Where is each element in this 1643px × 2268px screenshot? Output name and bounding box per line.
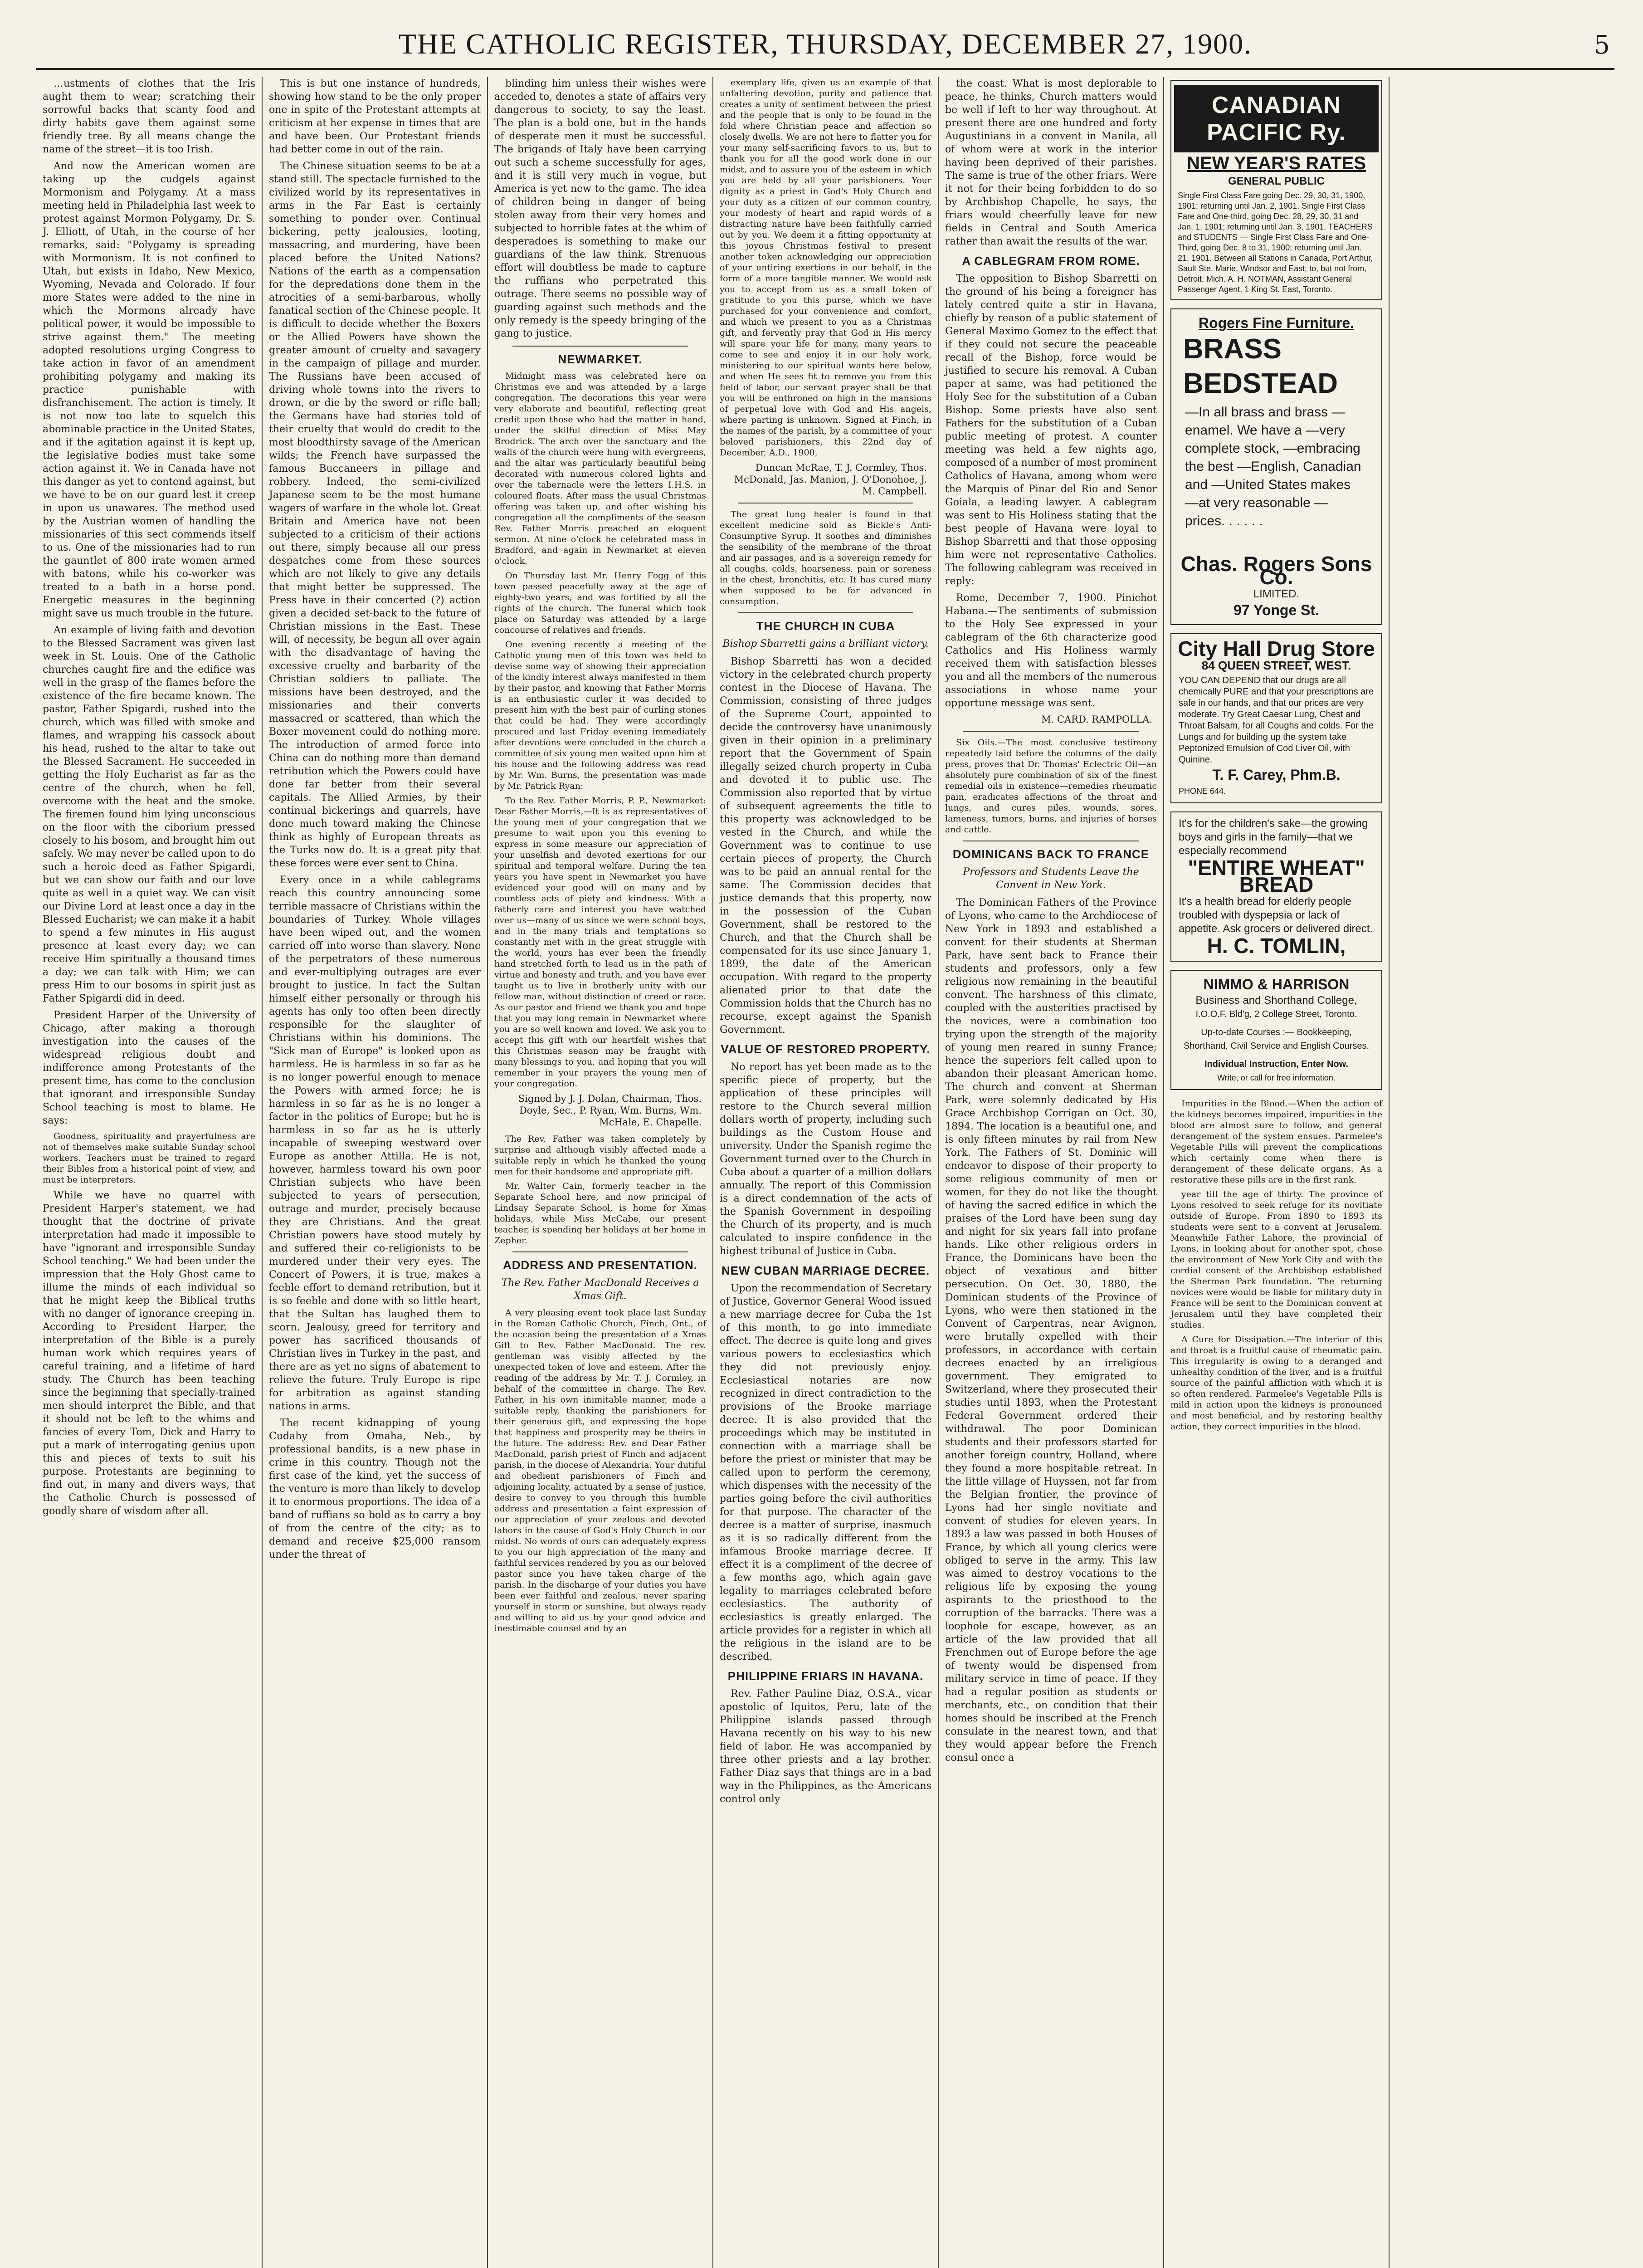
headline-marriage-decree: NEW CUBAN MARRIAGE DECREE. xyxy=(721,1264,930,1277)
drug-proprietor: T. F. Carey, Phm.B. xyxy=(1212,767,1341,783)
ad-nimmo-harrison xyxy=(1170,970,1382,1090)
nimmo-heading: NIMMO & HARRISON xyxy=(1203,976,1350,992)
nimmo-instruction: Individual Instruction, Enter Now. xyxy=(1204,1059,1349,1069)
drug-phone: PHONE 644. xyxy=(1179,787,1226,796)
divider xyxy=(512,346,688,347)
article-president-harper: President Harper of the University of Chicago, after making a thorough investigation into the causes of the widespread religious doubt and indifference among Protestants of the present time, has come to the conclusion that ignorant and irresponsible Sunday School teaching is most to blame. He says: xyxy=(43,1010,255,1126)
bread-body: It's a health bread for elderly people troubled with dyspepsia or lack of appetite. Ask grocers or delivered direct. xyxy=(1179,895,1373,935)
nimmo-address: I.O.O.F. Bld'g, 2 College Street, Toronto. xyxy=(1195,1009,1357,1019)
ad-entire-wheat xyxy=(1170,811,1382,962)
rogers-limited: LIMITED. xyxy=(1253,588,1300,600)
cablegram-signature: M. CARD. RAMPOLLA. xyxy=(1041,714,1152,725)
headline-philippine-friars: PHILIPPINE FRIARS IN HAVANA. xyxy=(727,1669,924,1683)
bread-heading-1: "ENTIRE WHEAT" xyxy=(1188,856,1365,880)
subhead-macdonald: The Rev. Father MacDonald Receives a Xmas Gift. xyxy=(501,1277,699,1302)
column-1 xyxy=(36,77,262,2268)
article-philippine-friars: Rev. Father Pauline Diaz, O.S.A., vicar apostolic of Iquitos, Peru, late of the Philippine islands passed through Havana recently on his way to his new field of labor. He was accompanied by three other priests and a lay brother. Father Diaz says that things are in a bad way in the Philippines, as the Americans control only xyxy=(720,1688,931,1805)
column-5 xyxy=(938,77,1163,2268)
article-turkey-massacres: Every once in a while cablegrams reach this country announcing some terrible massacre of Christians within the boundaries of Turkey. Whole villages have been wiped out, and the women carried off into worse than slavery. None of the perpetrators of these numerous and ever-multiplying outrages are ever brought to justice. In fact the Sultan himself either personally or through his agents has only too often been directly responsible for the slaughter of Christians within his dominions. The "Sick man of Europe" is looked upon as harmless. He is harmless in so far as he is no longer powerful enough to menace the Powers with armed force; he is harmless in so far as he is no longer a factor in the politics of Europe; but he is harmless in so far as he is utterly incapable of sweeping westward over Europe as another Attilla. He is not, however, harmless toward his own poor Christian subjects who have been subjected to years of persecution, outrage and murder, precisely because they are Christians. And the great Christian powers have stood mutely by and suffered their co-religionists to be murdered under their very eyes. The Concert of Powers, it is true, makes a feeble effort to demand retribution, but it is so feeble and done with so little heart, that the Sultan has laughed them to scorn. Jealousy, greed for territory and power has sacrificed thousands of Christian lives in Turkey in the past, and there are as yet no signs of abatement to relieve the future. Truly Europe is ripe for arbitration as against standing nations in arms. xyxy=(269,875,481,1412)
newmarket-address: To the Rev. Father Morris, P. P., Newmarket: Dear Father Morris,—It is as representatives of the young men of your congregation that we presume to wait upon you this evening to express in some measure our appreciation of your unselfish and devoted exertions for our spiritual and temporal welfare. During the ten years you have spent in Newmarket you have evidenced your good will on many and by countless acts of piety and kindness. With a fatherly care and interest you have watched over us—many of us since we were school boys, and in the many trials and temptations so constantly met with in the great struggle with the world, yours has ever been the friendly hand stretched forth to lead us in the path of virtue and honesty and truth, and you have ever taught us to live in brotherly unity with our fellow man, without distinction of creed or race. As our pastor and friend we thank you and hope that you may long remain in Newmarket where you are so well known and loved. We ask you to accept this gift with our heartfelt wishes that this Christmas season may be fraught with many blessings to you, and hoping that you will remember in your prayers the young men of your congregation. xyxy=(494,796,706,1089)
brass-heading: BRASS xyxy=(1183,333,1282,365)
article-cablegram: The opposition to Bishop Sbarretti on the ground of his being a foreigner has lately centred quite a stir in Havana, chiefly by reason of a public statement of General Maximo Gomez to the effect that if they could not secure the peaceable recall of the Bishop, force would be justified to secure his removal. A Cuban paper at same, was had petitioned the Holy See for the substitution of a Cuban Bishop. Some priests have also sent Fathers for the substitution of a Cuban public meeting of protest. A counter meeting was held a few nights ago, composed of a number of most prominent Catholics of Havana, among whom were the Marquis of Pinar del Rio and Senor Goiala, a leading lawyer. A cablegram was sent to His Holiness stating that the best people of Havana were loyal to Bishop Sbarretti and that those opposing him were not representative Catholics. The following cablegram was received in reply: xyxy=(945,273,1157,587)
article-clothes: …ustments of clothes that the Iris aught them to wear; scratching their sorrowful backs that scanty food and dirty habits gave them against some friendly tree. By all means change the name of the street—it is too Irish. xyxy=(43,78,255,155)
column-3 xyxy=(487,77,712,2268)
newmarket-signatures: Signed by J. J. Dolan, Chairman, Thos. Doyle, Sec., P. Ryan, Wm. Burns, Wm. McHale, E. Chapelle. xyxy=(518,1093,702,1128)
article-restored-property: No report has yet been made as to the specific piece of property, but the application of these principles will restore to the Church several million dollars worth of property, including such buildings as the Custom House and university. Under the Spanish regime the Government turned over to the Church in Cuba about a quarter of a million dollars annually. The report of this Commission is a direct condemnation of the acts of the Spanish Government in despoiling the Church of its property, and is much calculated to inspire confidence in the highest tribunal of Justice in Cuba. xyxy=(720,1061,931,1257)
drug-address: 84 QUEEN STREET, WEST. xyxy=(1201,659,1351,672)
rogers-address: 97 Yonge St. xyxy=(1233,602,1320,618)
article-blessed-sacrament: An example of living faith and devotion to the Blessed Sacrament was given last week in St. Louis. One of the Catholic churches caught fire and the edifice was well in the grasp of the flames before the existence of the fire became known. The pastor, Father Spigardi, rushed into the church, which was filled with smoke and flames, and wrapping his cassock about his head, rushed to the altar to take out the Blessed Sacrament. He succeeded in getting the Holy Eucharist as far as the centre of the church, when he fell, overcome with the heat and the smoke. The firemen found him lying unconscious on the floor with the ciborium pressed closely to his bosom, and brought him out safely. We may never be called upon to do such a heroic deed as Father Spigardi, but we can show our faith and our love quite as well in a quiet way. We can visit our Divine Lord at least once a day in the Blessed Eucharist; we can make it a habit to spend a few minutes in His august presence at least every day; we can receive Him spiritually a thousand times a day; we can talk with Him; we can press Him to our bosoms in spirit just as Father Spigardi did in deed. xyxy=(43,625,255,1004)
headline-restored-property: VALUE OF RESTORED PROPERTY. xyxy=(721,1042,931,1056)
bread-intro: It's for the children's sake—the growing boys and girls in the family—that we especially recommend xyxy=(1179,817,1368,857)
brass-list: —In all brass and brass —enamel. We have a —very complete stock, —embracing the best —English, Canadian and —United States makes —at very reasonable —prices. . . . . . xyxy=(1185,405,1361,528)
cablegram-text: Rome, December 7, 1900. Pinichot Habana.—The sentiments of submission to the Holy See expressed in your cablegram of the 6th characterize good Catholics and His Holiness warmly received them with satisfaction blesses you and all the members of the numerous associations in whose name your opportune message was sent. xyxy=(945,592,1157,709)
ad-city-hall-drug xyxy=(1170,633,1382,803)
cpr-general-public: GENERAL PUBLIC xyxy=(1228,175,1325,187)
headline-cablegram: A CABLEGRAM FROM ROME. xyxy=(962,254,1140,268)
rogers-name: Chas. Rogers Sons Co. xyxy=(1180,552,1372,589)
masthead-title: THE CATHOLIC REGISTER, THURSDAY, DECEMBER 27, 1900. xyxy=(398,28,1253,60)
cpr-rates-heading: NEW YEAR'S RATES xyxy=(1187,153,1366,173)
headline-church-in-cuba: THE CHURCH IN CUBA xyxy=(756,619,895,633)
article-protestant-friends: This is but one instance of hundreds, showing how stand to be the only proper one in spite of the Protestant attempts at criticism at her expense in times that are and have been. Our Protestant friends had better come in out of the rain. xyxy=(269,78,481,155)
newmarket-fogg: On Thursday last Mr. Henry Fogg of this town passed peacefully away at the age of eighty-two years, and was fortified by all the rights of the church. The funeral which took place on Saturday was attended by a large concourse of relatives and friends. xyxy=(494,571,706,635)
article-mormonism: And now the American women are taking up the cudgels against Mormonism and Polygamy. At a mass meeting held in Philadelphia last week to protest against Mormon Polygamy, Dr. S. J. Elliott, of Utah, in the course of her remarks, said: "Polygamy is spreading with Mormonism. It is not confined to Utah, but exists in Idaho, New Mexico, Wyoming, Nevada and Colorado. If four more States were added to the nine in which the Mormons already have political power, it would be impossible to strive against them." The meeting adopted resolutions urging Congress to take action in favor of an amendment prohibiting polygamy and making its practice punishable with disfranchisement. The action is timely. It is not now too late to squelch this abominable practice in the United States, and if the agitation against it is kept up, the legislative bodies must take some action against it. We in Canada have not this danger as yet to contend against, but we have to be on our guard lest it creep in upon us unawares. The method used by the Austrian women of handling the missionaries of this sect commends itself to us. One of the missionaries had to run the gauntlet of 800 irate women armed with batons, while his co-worker was treated to a bath in a horse pond. Energetic measures in the beginning might save us much trouble in the future. xyxy=(43,161,255,619)
headline-address-presentation: ADDRESS AND PRESENTATION. xyxy=(503,1258,697,1272)
bedstead-heading: BEDSTEAD xyxy=(1183,368,1338,399)
column-6 xyxy=(1163,77,1389,2268)
column-4 xyxy=(712,77,938,2268)
newmarket-cain: Mr. Walter Cain, formerly teacher in the Separate School here, and now principal of Lindsay Separate School, is home for Xmas holidays, while Miss McCabe, our present teacher, is spending her holidays at her home in Zepher. xyxy=(494,1181,706,1246)
article-friars-cont: the coast. What is most deplorable to peace, he thinks, Church matters would be well if left to her way throughout. At present there are one hundred and forty Augustinians in a convent in Manila, all of whom were at work in the interior having been deprived of their parishes. The same is true of the other friars. Were it not for their being forbidden to do so by Archbishop Chapelle, he says, the friars would cheerfully leave for new fields in Central and South America rather than await the results of the war. xyxy=(945,78,1157,247)
divider xyxy=(963,731,1139,732)
finch-address: A very pleasing event took place last Sunday in the Roman Catholic Church, Finch, Ont., of the occasion being the presentation of a Xmas Gift to Rev. Father MacDonald. The rev. gentleman was visibly affected by the unexpected token of love and esteem. After the reading of the address by Mr. T. J. Cormley, in behalf of the committee in charge. The Rev. Father, in his own inimitable manner, made a suitable reply, thanking the parishioners for their generous gift, and expressing the hope that happiness and prosperity may be theirs in the future. The address: Rev. and Dear Father MacDonald, parish priest of Finch and adjacent parish, in the diocese of Alexandria. Your dutiful and obedient parishioners of Finch and adjoining locality, actuated by a sense of justice, desire to convey to you through this humble address and presentation a faint expression of our appreciation of your zealous and devoted labors in the cause of God's Holy Church in our midst. No words of ours can adequately express to you our high appreciation of the many and faithful services rendered by you as our beloved pastor since you have taken charge of the parish. In the discharge of your duties you have been ever faithful and zealous, never sparing yourself in storm or sunshine, but always ready and willing to aid us by your good advice and inestimable counsel and by an xyxy=(494,1308,706,1633)
article-dominicans-cont: year till the age of thirty. The province of Lyons resolved to seek refuge for its novitiate outside of Europe. From 1890 to 1893 its students were sent to a convent at Jerusalem. Meanwhile Father Lahore, the provincial of Lyons, in looking about for another spot, chose the environment of New York City and with the cordial consent of the Archbishop established the Sherman Park foundation. The returning novices were would be liable for military duty in France will be sent to the Dominican convent at Jerusalem until they have completed their studies. xyxy=(1170,1189,1382,1330)
cpr-banner: CANADIAN PACIFIC Ry. xyxy=(1174,85,1379,152)
article-chinese-situation: The Chinese situation seems to be at a stand still. The spectacle furnished to the civilized world by its representatives in arms in the Far East is certainly something to ponder over. Continual bickering, petty jealousies, looting, massacring, and murdering, have been placed before the United Nations? Nations of the earth as a compensation for the depredations done them in the atrocities of a semi-barbarous, wholly fanatical section of the Chinese people. It is difficult to decide whether the Boxers or the Allied Powers have shown the greater amount of cruelty and savagery in the campaign of pillage and murder. The Russians have been accused of driving whole towns into the rivers to drown, or die by the sword or rifle ball; the Germans have had stories told of their cruelty that would do credit to the most bloodthirsty savage of the American wilds; the French have surpassed the famous Buccaneers in pillage and robbery. Indeed, the semi-civilized Japanese seem to be the most humane wagers of warfare in the whole lot. Great Britain and America have not been subjected to a criticism of their actions out there, simply because all our press despatches come from these sources which are not likely to give any details that might better be suppressed. The Press have in their concerted (?) action given a decided set-back to the future of Christian missions in the East. These will, of necessity, be begun all over again with the disadvantage of having the excessive cruelty and barbarity of the Christian soldiers to palliate. The missions have been destroyed, and the missionaries and their converts massacred or scattered, than which the Boxer movement could do nothing more. The introduction of armed force into China can do nothing more than demand retribution which the Powers could have done far better from their several capitals. The Allied Armies, by their continual bickerings and quarrels, have done much toward making the Chinese think as highly of European threats as the Turks now do. It is a great pity that these forces were ever sent to China. xyxy=(269,161,481,869)
divider xyxy=(738,612,913,613)
tomlin-name: H. C. TOMLIN, xyxy=(1207,934,1346,958)
subhead-dominicans: Professors and Students Leave the Convent in New York. xyxy=(963,866,1139,891)
masthead xyxy=(36,27,1614,70)
column-7 xyxy=(1389,77,1614,2268)
columns xyxy=(36,77,1614,2268)
article-harper-response: While we have no quarrel with President Harper's statement, we had thought that the doctrine of private interpretation had made it impossible to have "ignorant and irresponsible Sunday School teaching." We had been under the impression that the Holy Ghost came to illume the minds of each individual so that he might keep the Biblical truths with no danger of ignorance creeping in. According to President Harper, the interpretation of the Bible is a purely human work which requires years of careful training, and a lifetime of hard study. The Church has been teaching since the beginning that specially-trained men should interpret the Bible, and that it should not be left to the whims and fancies of every Tom, Dick and Harry to put a mark of interrogating genius upon this and pieces of texts to suit his purpose. Protestants are beginning to find out, in many and divers ways, that the Catholic Church is possessed of goodly share of wisdom after all. xyxy=(43,1190,255,1517)
newmarket-mass: Midnight mass was celebrated here on Christmas eve and was attended by a large congregation. The decorations this year were very elaborate and beautiful, reflecting great credit upon those who had the matter in hand, under the skilful direction of Miss May Brodrick. The arch over the sanctuary and the walls of the church were hung with evergreens, and the altar was particularly beautiful being decorated with numerous colored lights and over the tabernacle were the letters I.H.S. in coloured floats. After mass the usual Christmas offering was taken up, and after wishing his congregation all the compliments of the season Rev. Father Morris preached an eloquent sermon. At nine o'clock he celebrated mass in Bradford, and again in Newmarket at eleven o'clock. xyxy=(494,371,706,566)
bread-heading-2: BREAD xyxy=(1239,873,1314,896)
newmarket-curling: One evening recently a meeting of the Catholic young men of this town was held to devise some way of showing their appreciation of the kindly interest always manifested in them by their pastor, and knowing that Father Morris is an enthusiastic curler it was decided to present him with the best pair of curling stones that could be had. They were accordingly procured and last Friday evening immediately after devotions were concluded in the church a committee of six young men waited upon him at his house and the following address was read by Mr. Wm. Burns, the presentation was made by Mr. Patrick Ryan: xyxy=(494,640,706,791)
harper-quote: Goodness, spirituality and prayerfulness are not of themselves make suitable Sunday school workers. Teachers must be trained to regard their Bibles from a historical point of view, and must be interpreters. xyxy=(43,1131,255,1185)
article-cuba-property: Bishop Sbarretti has won a decided victory in the celebrated church property contest in the Diocese of Havana. The Commission, consisting of three judges of the Supreme Court, appointed to decide the controversy have unanimously given in their opinion in a preliminary report that the Government of Spain illegally seized church property in Cuba and devoted it to public use. The Commission also reported that by virtue of subsequent agreements the title to this property was acknowledged to be vested in the Church, and while the Government was to continue to use certain pieces of property, the Church was to be paid an annual rental for the same. The Commission decides that justice demands that this property, now in the possession of the Cuban Government, shall be restored to the Church, and that the Church shall be compensated for its use since January 1, 1899, the date of the American occupation. With regard to the property alienated prior to that date the Commission holds that the Church has no recourse, except against the Spanish Government. xyxy=(720,656,931,1036)
cpr-body: Single First Class Fare going Dec. 29, 30, 31, 1900, 1901; returning until Jan. 2, 1901. Single First Class Fare and One-third, going Dec. 28, 29, 30, 31 and Jan. 1, 1901; returning until Jan. 3, 1901. TEACHERS and STUDENTS — Single First Class Fare and One-Third, going Dec. 8 to 31, 1900; returning until Jan. 21, 1901. Between all Stations in Canada, Port Arthur, Sault Ste. Marie, Windsor and East; to, but not from, Detroit, Mich. A. H. NOTMAN, Assistant General Passenger Agent, 1 King St. East, Toronto. xyxy=(1178,191,1373,294)
drug-body: YOU CAN DEPEND that our drugs are all chemically PURE and that your prescriptions are safe in our hands, and that our prices are very moderate. Try Great Caesar Lung, Chest and Throat Balsam, for all Coughs and colds. For the Lungs and for building up the system take Peptonized Emulsion of Cod Liver Oil, with Quinine. xyxy=(1179,675,1374,765)
article-marriage-decree: Upon the recommendation of Secretary of Justice, Governor General Wood issued a new marriage decree for Cuba the 1st of this month, to go into immediate effect. The decree is quite long and gives various powers to ecclesiastics which they did not previously enjoy. Ecclesiastical notaries are now recognized in direct contradiction to the provisions of the Brooke marriage decree. It is also provided that the proceedings which may be instituted in connection with a marriage shall be before the priest or minister that may be called upon to perform the ceremony, which dispenses with the necessity of the parties going before the civil authorities for that purpose. The character of the decree is a matter of surprise, inasmuch as it is so radically different from the infamous Brooke marriage decree. If effect it is a compliment of the decree of a few months ago, which again gave legality to marriages celebrated before ecclesiastics. The authority of ecclesiastics is greatly enlarged. The article provides for a register in which all the religious in the island are to be described. xyxy=(720,1283,931,1662)
subhead-sbarretti: Bishop Sbarretti gains a brilliant victory. xyxy=(722,638,929,650)
ad-six-oils: Six Oils.—The most conclusive testimony repeatedly laid before the columns of the daily press, proves that Dr. Thomas' Eclectric Oil—an absolutely pure combination of six of the finest remedial oils in existence—remedies rheumatic pain, eradicates affections of the throat and lungs, and cures piles, wounds, sores, lameness, tumors, burns, and injuries of horses and cattle. xyxy=(945,738,1157,835)
ads-top xyxy=(1170,80,1382,1090)
headline-newmarket: NEWMARKET. xyxy=(558,352,643,366)
ad-cure-dissipation: A Cure for Dissipation.—The interior of this and throat is a fruitful cause of rheumatic pain. This irregularity is owing to a deranged and unhealthy condition of the liver, and is a fruitful source of the painful affliction with which it is so often rendered. Parmelee's Vegetable Pills is mild in action upon the kidneys is pronounced and most beneficial, and by restoring healthy action, they correct impurities in the blood. xyxy=(1170,1334,1382,1432)
nimmo-free-info: Write, or call for free information. xyxy=(1217,1073,1336,1082)
article-dominicans: The Dominican Fathers of the Province of Lyons, who came to the Archdiocese of New York in 1893 and established a convent for their students at Sherman Park, have sent back to France their students and professors, only a few religious now remaining in the beautiful convent. The harshness of this climate, coupled with the austerities practised by the novices, were a combination too trying upon the strength of the majority of young men reared in sunny France; hence the superiors felt called upon to abandon their pleasant American home. The church and convent at Sherman Park, were solemnly dedicated by His Grace Archbishop Corrigan on Oct. 30, 1894. The location is a beautiful one, and is only fifteen minutes by rail from New York. The Fathers of St. Dominic will endeavor to dispose of their property to some religious community of men or women, for they do not like the thought of having the sacred edifice in which the praises of the Lord have been sung day and night for six years fall into profane hands. Like other religious orders in France, the Dominicans have been the object of vexatious and bitter persecution. On Oct. 30, 1880, the Dominican students of the Province of Lyons, who were then stationed in the Convent of Carpentras, near Avignon, were brutally expelled with their professors, in accordance with certain decrees enacted by an irreligious government. They emigrated to Switzerland, where they prosecuted their studies until 1893, when the Protestant Federal Government ordered their withdrawal. The poor Dominican students and their professors started for another foreign country, Holland, where they found a more hospitable retreat. In the little village of Huyssen, not far from the Belgian frontier, the province of Lyons had her single novitiate and convent of studies for eleven years. In 1893 a law was passed in both Houses of France, by which all young clerics were obliged to serve in the army. This law was aimed to destroy vocations to the religious life by exposing the young aspirants to the priesthood to the corruption of the barracks. There was a loophole for escape, however, as an article of the law provided that all Frenchmen out of Europe before the age of twenty would be dispensed from military service in time of peace. If they had a regular position as students or merchants, etc., on condition that their homes should be inscribed at the French consulate in the nearest town, and that they would appear before the French consul once a xyxy=(945,897,1157,1764)
ad-canadian-pacific xyxy=(1170,80,1382,300)
rogers-heading: Rogers Fine Furniture. xyxy=(1198,315,1355,331)
newmarket-reply: The Rev. Father was taken completely by surprise and although visibly affected made a suitable reply in which he thanked the young men for their handsome and appropriate gift. xyxy=(494,1134,706,1177)
nimmo-courses: Up-to-date Courses :— Bookkeeping, Shorthand, Civil Service and English Courses. xyxy=(1183,1027,1370,1051)
article-cudahy-kidnapping: The recent kidnapping of young Cudahy from Omaha, Neb., by professional bandits, is a new phase in crime in this country. Though not the first case of the kind, yet the success of the venture is more than likely to develop it to enormous proportions. The idea of a band of ruffians so bold as to carry a boy of from the centre of the city; as to demand and receive $25,000 ransom under the threat of xyxy=(269,1418,481,1560)
article-kidnapping-cont: blinding him unless their wishes were acceded to, denotes a state of affairs very dangerous to society, to say the least. The plan is a bold one, but in the hands of desperate men it must be successful. The brigands of Italy have been carrying out such a scheme successfully for ages, and it is still very much in vogue, but America is yet new to the game. The idea of children being in danger of being stolen away from their very homes and subjected to horrible fates at the whim of desperadoes is something to make our guardians of the law think. Strenuous effort will doubtless be made to capture the ruffians who perpetrated this outrage. There seems no possible way of guarding against such methods and the only remedy is the speedy bringing of the gang to justice. xyxy=(494,78,706,339)
nimmo-subheading: Business and Shorthand College, xyxy=(1195,994,1357,1007)
finch-address-cont: exemplary life, given us an example of that unfaltering devotion, purity and patience that creates a unity of sentiment between the priest and the people that is only to be found in the fold where Christian peace and affection so closely dwells. We are not here to flatter you for your many self-sacrificing favors to us, but to thank you for all the good work done in our midst, and to assure you of the esteem in which you are held by all your parishioners. Your dignity as a priest in God's Holy Church and your duty as a citizen of our common country, your modesty of heart and rapid words of a distracting nature have been faithfully carried out by you. We deem it a fitting opportunity at this joyous Christmas festival to present another token acknowledging our appreciation of your untiring exertions in our behalf, in the form of a more tangible manner. We would ask you to accept from us as a small token of gratitude to you this purse, which we have purchased for your convenience and comfort, and which we present to you as a Christmas gift, and fervently pray that God in His mercy will spare your life for many, many years to come to see and enjoy it in our holy work, ministering to our spiritual wants here below, and when He sees fit to remove you from this field of labor, our servant prayer shall be that you will be enthroned on high in the mansions of perpetual love with God and His angels, where parting is unknown. Signed at Finch, in the names of the parish, by a committee of your beloved parishioners, this 22nd day of December, A.D., 1900, xyxy=(720,78,931,458)
finch-signatures: Duncan McRae, T. J. Cormley, Thos. McDonald, Jas. Manion, J. O'Donohoe, J. M. Campbell. xyxy=(734,462,927,497)
headline-dominicans: DOMINICANS BACK TO FRANCE xyxy=(952,847,1150,861)
ad-impurities-blood: Impurities in the Blood.—When the action of the kidneys becomes impaired, impurities in the blood are almost sure to follow, and general derangement of the system ensues. Parmelee's Vegetable Pills will prevent the complications which certainly come when there is derangement of these delicate organs. As a restorative these pills are in the first rank. xyxy=(1170,1099,1382,1185)
ad-rogers-furniture xyxy=(1170,308,1382,625)
ad-bickles-syrup: The great lung healer is found in that excellent medicine sold as Bickle's Anti-Consumptive Syrup. It soothes and diminishes the sensibility of the membrane of the throat and air passages, and is a sovereign remedy for all coughs, colds, hoarseness, pain or soreness in the chest, bronchitis, etc. It has cured many when supposed to be far advanced in consumption. xyxy=(720,509,931,606)
column-2 xyxy=(262,77,487,2268)
page-number: 5 xyxy=(1594,30,1610,60)
newspaper-page xyxy=(36,27,1614,2268)
divider xyxy=(512,1251,688,1252)
drug-heading: City Hall Drug Store xyxy=(1178,637,1375,660)
